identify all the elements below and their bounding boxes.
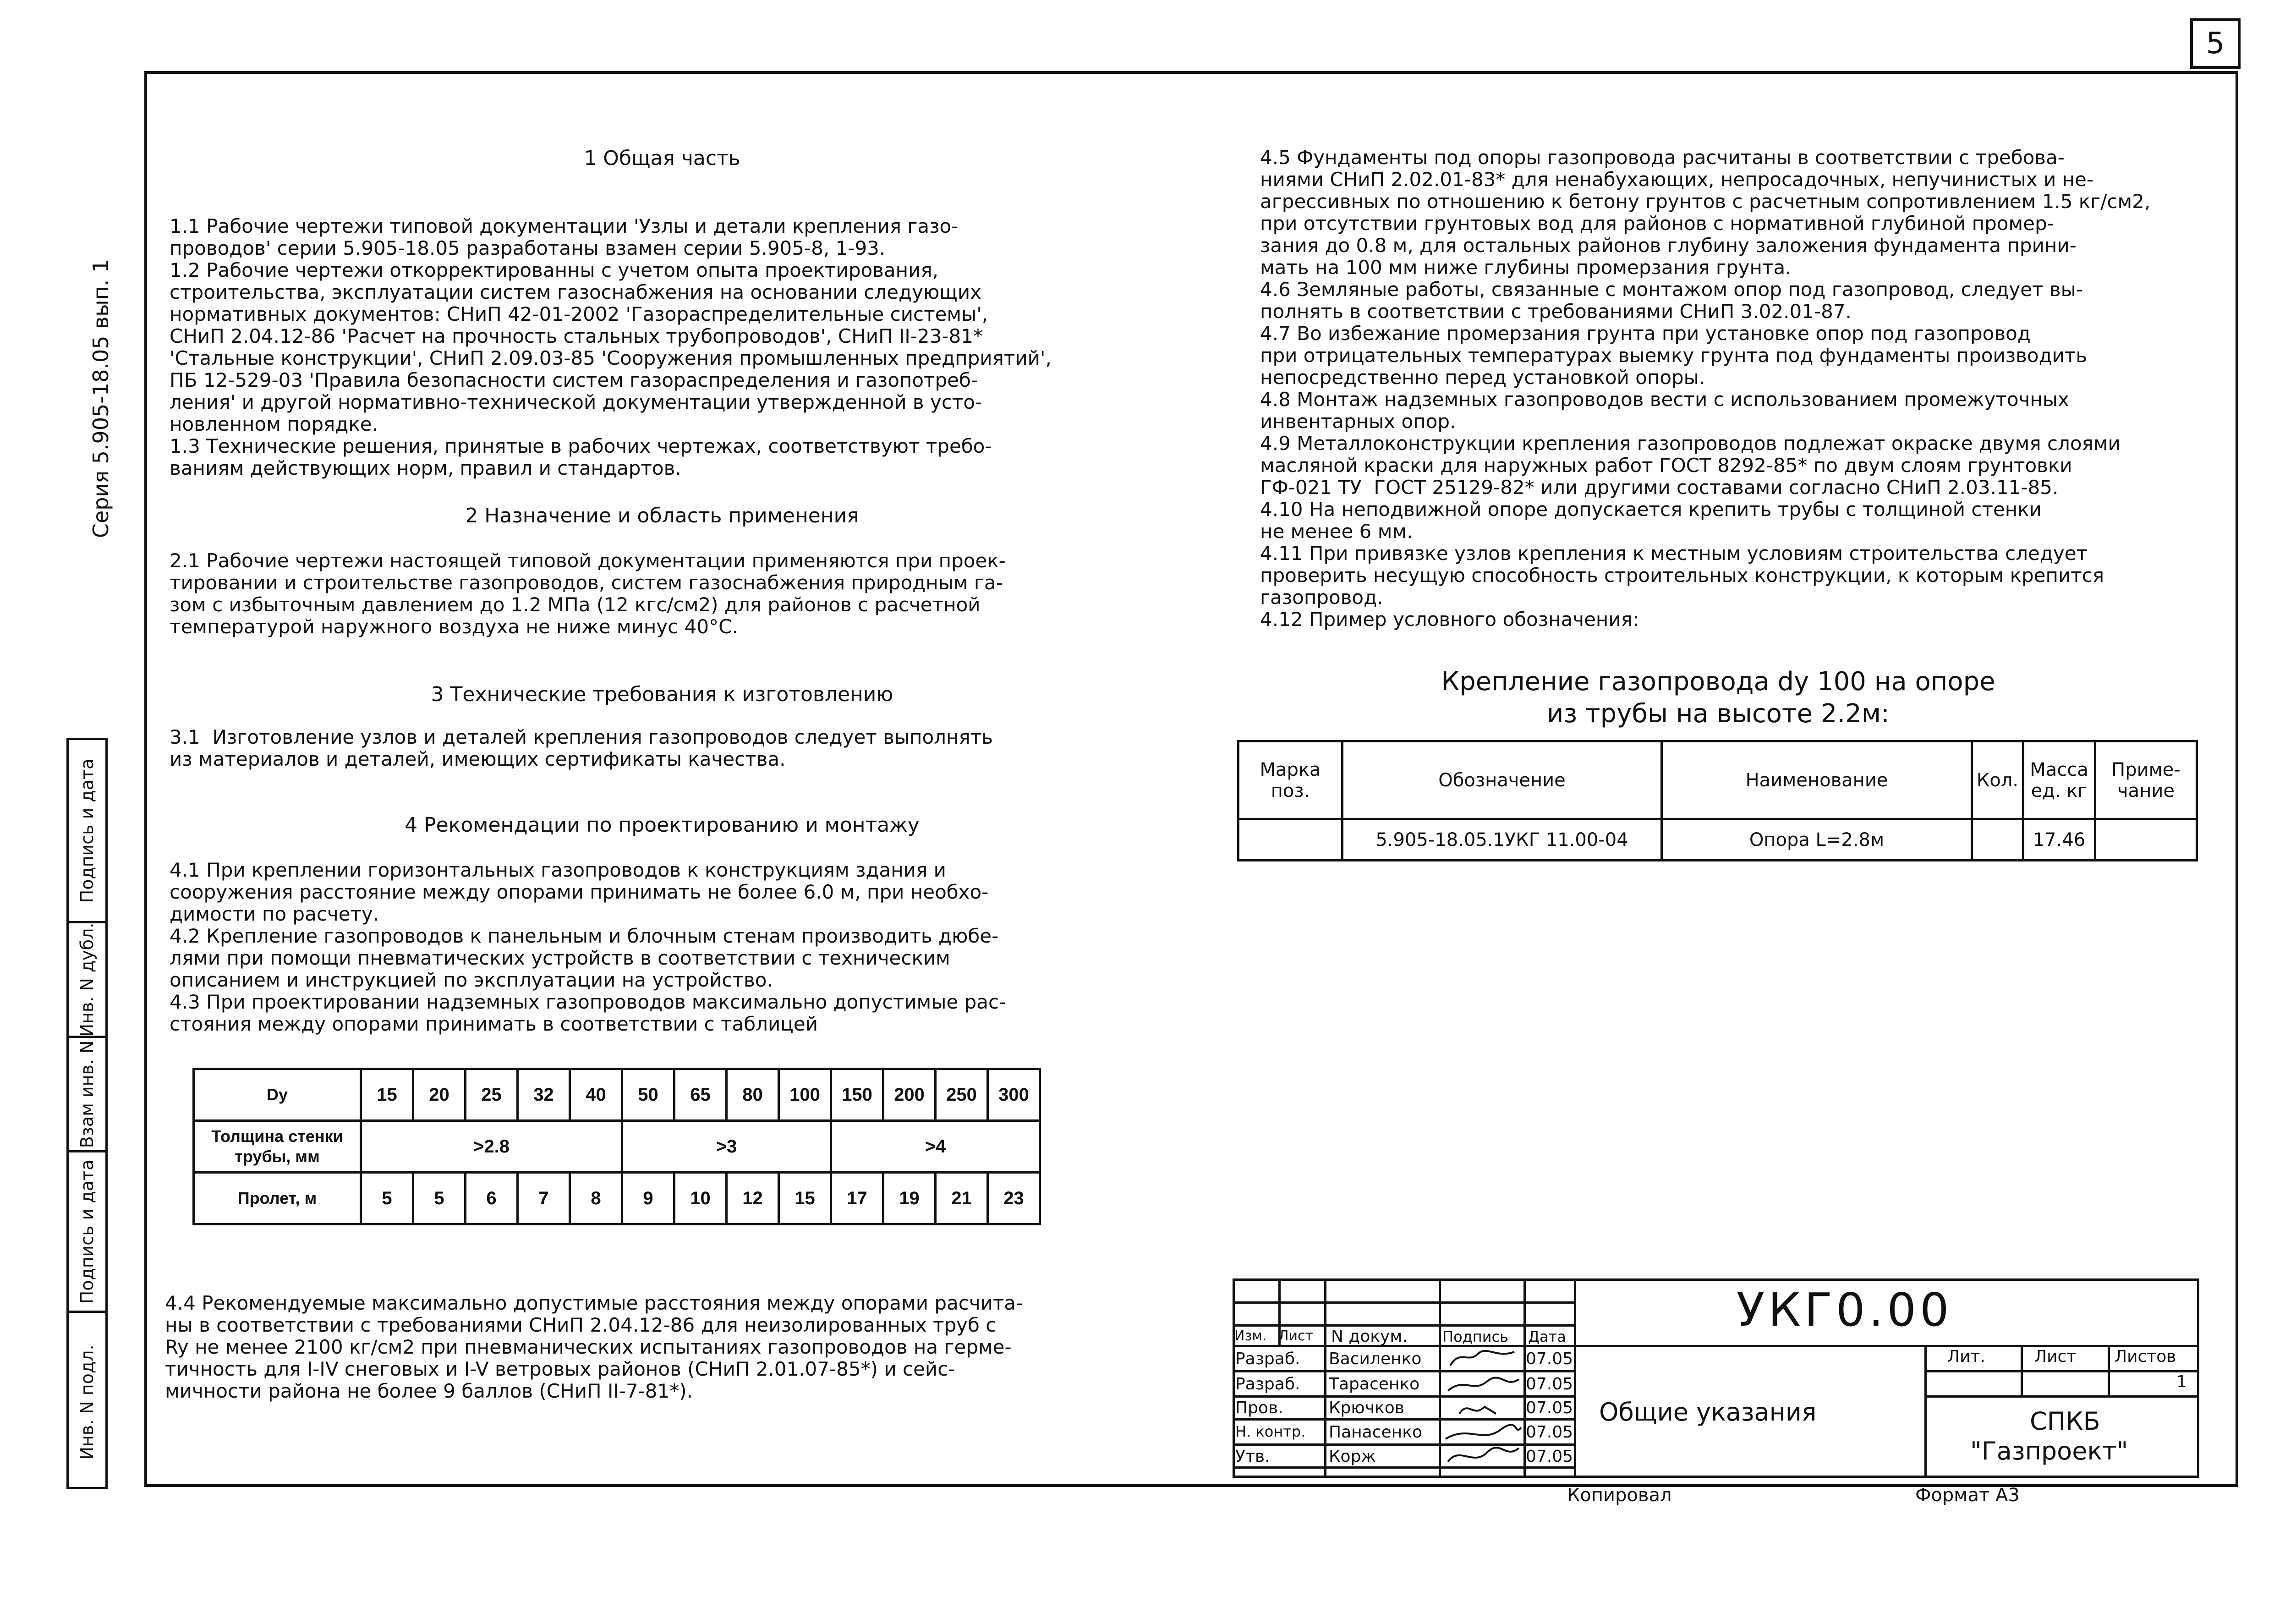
table-cell: 12 <box>727 1173 779 1224</box>
text-line: 3.1 Изготовление узлов и деталей крепления газопроводов следует выполнять <box>170 726 993 748</box>
col-header: Дата <box>1528 1328 1566 1345</box>
person-name: Тарасенко <box>1329 1375 1420 1394</box>
row-label-thickness: Толщина стенки трубы, мм <box>194 1121 361 1173</box>
role-label: Разраб. <box>1235 1350 1300 1368</box>
text-line: 4.8 Монтаж надземных газопроводов вести с использованием промежуточных <box>1260 388 2069 411</box>
text-line: при отсутствии грунтовых вод для районов с нормативной глубиной промер- <box>1260 212 2054 235</box>
grid-line <box>1233 1301 1576 1304</box>
text-line: 4.1 При креплении горизонтальных газопроводов к конструкциям здания и <box>170 859 946 881</box>
text-line: ваниям действующих норм, правил и стандартов. <box>170 457 681 479</box>
side-cell-vzam-inv: Взам инв. N <box>69 1038 105 1152</box>
grid-line <box>2021 1345 2023 1395</box>
text-line: 4.7 Во избежание промерзания грунта при установке опор под газопровод <box>1260 322 2031 345</box>
table-cell: 15 <box>779 1173 831 1224</box>
text-line: сооружения расстояние между опорами принимать не более 6.0 м, при необхо- <box>170 881 989 903</box>
text-line: мичности района не более 9 баллов (СНиП II-7-81*). <box>165 1380 693 1402</box>
text-line: 1.1 Рабочие чертежи типовой документации 'Узлы и детали крепления газо- <box>170 215 959 237</box>
text-line: агрессивных по отношению к бетону грунтов с расчетным сопротивлением 1.5 кг/см2, <box>1260 190 2151 213</box>
grid-line <box>1233 1418 1576 1421</box>
organization-line-2: "Газпроект" <box>1970 1437 2128 1465</box>
text-line: ления' и другой нормативно-технической документации утвержденной в уcто- <box>170 391 982 413</box>
text-line: СНиП 2.04.12-86 'Расчет на прочность стальных трубопроводов', СНиП II-23-81* <box>170 325 983 347</box>
text-line: 4.3 При проектировании надземных газопроводов максимально допустимые рас- <box>170 991 1006 1013</box>
text-line: стояния между опорами принимать в соответствии с таблицей <box>170 1013 818 1035</box>
table-cell: 7 <box>518 1173 570 1224</box>
text-line: зом с избыточным давлением до 1.2 МПа (12 кгс/см2) для районов с расчетной <box>170 593 981 616</box>
text-line: ниями СНиП 2.02.01-83* для ненабухающих, непросадочных, непучинистых и не- <box>1260 168 2094 191</box>
table-cell: 100 <box>779 1069 831 1121</box>
text-line: 4.5 Фундаменты под опоры газопровода расчитаны в соответствии с требова- <box>1260 146 2065 169</box>
col-header: Лист <box>1278 1328 1314 1344</box>
text-line: проводов' серии 5.905-18.05 разработаны взамен серии 5.905-8, 1-93. <box>170 237 886 259</box>
grid-line <box>1233 1370 1576 1372</box>
text-line: при отрицательных температурах выемку грунта под фундаменты производить <box>1260 344 2088 367</box>
side-cell-signature-date-1: Подпись и дата <box>69 1152 105 1313</box>
spec-table <box>1237 740 2198 861</box>
table-cell <box>2095 819 2197 861</box>
text-line: температурой наружного воздуха не ниже минус 40°С. <box>170 615 738 638</box>
table-cell: 300 <box>988 1069 1040 1121</box>
section-1-heading: 1 Общая часть <box>584 147 740 170</box>
table-cell: >3 <box>622 1121 831 1173</box>
grid-line <box>1233 1324 1576 1327</box>
section-4-heading: 4 Рекомендации по проектированию и монтажу <box>405 813 920 837</box>
table-cell: 32 <box>518 1069 570 1121</box>
grid-line <box>1324 1278 1326 1478</box>
example-title-line-1: Крепление газопровода dy 100 на опоре <box>1441 667 1995 697</box>
text-line: новленном порядке. <box>170 413 378 435</box>
text-line: 4.10 На неподвижной опоре допускается крепить трубы с толщиной стенки <box>1260 498 2042 521</box>
header-cell: Кол. <box>1972 741 2023 819</box>
table-cell: 6 <box>466 1173 518 1224</box>
role-label: Разраб. <box>1235 1375 1300 1394</box>
table-cell: 17.46 <box>2023 819 2095 861</box>
grid-line <box>1924 1395 2199 1398</box>
side-cell-inv-podl: Инв. N подл. <box>77 1344 97 1460</box>
table-cell: 15 <box>361 1069 413 1121</box>
text-line: 1.2 Рабочие чертежи откорректированны с учетом опыта проектирования, <box>170 259 939 281</box>
grid-line <box>1924 1370 2199 1372</box>
table-row <box>194 1121 1040 1173</box>
text-line: ны в соответствии с требованиями СНиП 2.04.12-86 для неизолированных труб с <box>165 1314 997 1336</box>
table-cell: 50 <box>622 1069 674 1121</box>
sign-date: 07.05 <box>1526 1423 1573 1442</box>
text-line: ГФ-021 ТУ ГОСТ 25129-82* или другими составами согласно СНиП 2.03.11-85. <box>1260 476 2059 499</box>
document-title: Общие указания <box>1599 1398 1817 1426</box>
table-cell <box>1972 819 2023 861</box>
text-line: мать на 100 мм ниже глубины промерзания грунта. <box>1260 256 1792 279</box>
grid-line <box>1924 1345 1927 1478</box>
table-cell: 23 <box>988 1173 1040 1224</box>
table-cell: 21 <box>936 1173 988 1224</box>
side-stamp-strip <box>66 738 108 1489</box>
row-label-dy: Dy <box>194 1069 361 1121</box>
text-line: 4.9 Металлоконструкции крепления газопроводов подлежат окраске двумя слоями <box>1260 432 2121 455</box>
text-line: 4.11 При привязке узлов крепления к местным условиям строительства следует <box>1260 542 2088 565</box>
table-cell: 5 <box>361 1173 413 1224</box>
table-cell: 19 <box>883 1173 936 1224</box>
text-line: проверить несущую способность строительных конструкции, к которым крепится <box>1260 564 2104 587</box>
table-cell: 8 <box>570 1173 622 1224</box>
side-cell-signature-date-2: Подпись и дата <box>69 740 105 923</box>
header-cell: Масса ед. кг <box>2023 741 2095 819</box>
section-3-body <box>170 726 993 770</box>
grid-line <box>2108 1345 2110 1395</box>
text-line: ПБ 12-529-03 'Правила безопасности систем газораспределения и газопотреб- <box>170 369 978 391</box>
text-line: инвентарных опор. <box>1260 410 1456 433</box>
text-line: масляной краски для наружных работ ГОСТ 8292-85* по двум слоям грунтовки <box>1260 454 2072 477</box>
side-cell-inv-dubl: Инв. N дубл. <box>69 923 105 1038</box>
table-cell: 40 <box>570 1069 622 1121</box>
grid-line <box>1233 1466 1576 1469</box>
text-line: из материалов и деталей, имеющих сертификаты качества. <box>170 748 786 770</box>
table-cell: >4 <box>831 1121 1040 1173</box>
table-cell: 5 <box>413 1173 466 1224</box>
col-header: Подпись <box>1442 1328 1508 1345</box>
text-line: 4.12 Пример условного обозначения: <box>1260 608 1639 631</box>
document-code: УКГ0.00 <box>1737 1283 1953 1337</box>
person-name: Корж <box>1329 1447 1376 1466</box>
sign-date: 07.05 <box>1526 1375 1573 1394</box>
text-line: 1.3 Технические решения, принятые в рабочих чертежах, соответствуют требо- <box>170 435 992 457</box>
section-3-heading: 3 Технические требования к изготовлению <box>431 683 893 706</box>
table-cell <box>1238 819 1343 861</box>
header-cell: Приме- чание <box>2095 741 2197 819</box>
table-cell: 80 <box>727 1069 779 1121</box>
table-cell: 20 <box>413 1069 466 1121</box>
section-1-body <box>170 215 1052 479</box>
format-label: Формат А3 <box>1915 1485 2020 1506</box>
grid-line <box>1233 1443 1576 1446</box>
table-cell: 65 <box>674 1069 727 1121</box>
col-header: N докум. <box>1331 1327 1408 1346</box>
person-name: Панасенко <box>1329 1423 1422 1442</box>
sheet-header: Лист <box>2034 1347 2077 1366</box>
series-label <box>87 257 115 541</box>
text-line: 'Стальные конструкции', СНиП 2.09.03-85 'Сооружения промышленных предприятий', <box>170 347 1052 369</box>
text-line: полнять в соответствии с требованиями СНиП 3.02.01-87. <box>1260 300 1852 323</box>
text-line: 4.2 Крепление газопроводов к панельным и блочным стенам производить дюбе- <box>170 925 999 947</box>
spans-table <box>192 1068 1041 1225</box>
title-block <box>1233 1278 2199 1478</box>
example-title-line-2: из трубы на высоте 2.2м: <box>1547 699 1890 729</box>
text-line: описанием и инструкцией по эксплуатации на устройство. <box>170 969 773 991</box>
text-line: 2.1 Рабочие чертежи настоящей типовой документации применяются при проек- <box>170 549 1006 572</box>
table-cell: 10 <box>674 1173 727 1224</box>
person-name: Василенко <box>1329 1350 1422 1368</box>
table-cell: 17 <box>831 1173 883 1224</box>
table-cell: 250 <box>936 1069 988 1121</box>
text-line: лями при помощи пневматических устройств в соответствии с техническим <box>170 947 950 969</box>
role-label: Пров. <box>1235 1399 1283 1417</box>
text-line: строительства, эксплуатации систем газоснабжения на основании следующих <box>170 281 982 303</box>
organization-line-1: СПКБ <box>2030 1407 2100 1436</box>
table-cell: 9 <box>622 1173 674 1224</box>
table-cell: 25 <box>466 1069 518 1121</box>
table-row <box>194 1069 1040 1121</box>
role-label: Утв. <box>1235 1447 1270 1466</box>
header-cell: Обозначение <box>1343 741 1662 819</box>
text-line: 4.4 Рекомендуемые максимально допустимые расстояния между опорами расчита- <box>165 1292 1023 1314</box>
text-line: зания до 0.8 м, для остальных районов глубину заложения фундамента прини- <box>1260 234 2077 257</box>
text-line: димости по расчету. <box>170 903 379 925</box>
text-line: газопровод. <box>1260 586 1383 609</box>
table-cell: >2.8 <box>361 1121 622 1173</box>
sheets-total: 1 <box>2176 1372 2187 1391</box>
lit-header: Лит. <box>1947 1347 1985 1366</box>
table-row <box>1238 819 2197 861</box>
text-line: 4.6 Земляные работы, связанные с монтажом опор под газопровод, следует вы- <box>1260 278 2083 301</box>
table-cell: 150 <box>831 1069 883 1121</box>
table-cell: Опора L=2.8м <box>1662 819 1972 861</box>
page-number: 5 <box>2190 18 2241 69</box>
text-line: не менее 6 мм. <box>1260 520 1413 543</box>
text-line: тичность для I-IV снеговых и I-V ветровых районов (СНиП 2.01.07-85*) и сейс- <box>165 1358 955 1380</box>
table-header-row <box>1238 741 2197 819</box>
col-header: Изм. <box>1234 1328 1267 1344</box>
header-cell: Марка поз. <box>1238 741 1343 819</box>
series-label-text: Серия 5.905-18.05 вып. 1 <box>88 259 113 538</box>
table-cell: 5.905-18.05.1УКГ 11.00-04 <box>1343 819 1662 861</box>
section-4-body <box>170 859 1006 1035</box>
text-line: тировании и строительстве газопроводов, систем газоснабжения природным га- <box>170 571 1003 594</box>
person-name: Крючков <box>1329 1399 1404 1417</box>
right-column-body <box>1260 147 2150 631</box>
signatures <box>1441 1345 1523 1478</box>
section-4-4-body <box>165 1292 1023 1402</box>
row-label-span: Пролет, м <box>194 1173 361 1224</box>
sheets-header: Листов <box>2115 1347 2176 1366</box>
table-row <box>194 1173 1040 1224</box>
text-line: непосредственно перед установкой опоры. <box>1260 366 1705 389</box>
copied-label: Копировал <box>1567 1485 1672 1506</box>
role-label: Н. контр. <box>1235 1423 1306 1440</box>
table-cell: 200 <box>883 1069 936 1121</box>
text-line: Ry не менее 2100 кг/см2 при пневманических испытаниях газопроводов на герме- <box>165 1336 1012 1358</box>
sign-date: 07.05 <box>1526 1350 1573 1368</box>
section-2-body <box>170 550 1006 638</box>
text-line: нормативных документов: СНиП 42-01-2002 'Газораспределительные системы', <box>170 303 988 325</box>
sign-date: 07.05 <box>1526 1447 1573 1466</box>
section-2-heading: 2 Назначение и область применения <box>465 504 859 527</box>
header-cell: Наименование <box>1662 741 1972 819</box>
sign-date: 07.05 <box>1526 1399 1573 1417</box>
grid-line <box>1233 1395 1576 1398</box>
